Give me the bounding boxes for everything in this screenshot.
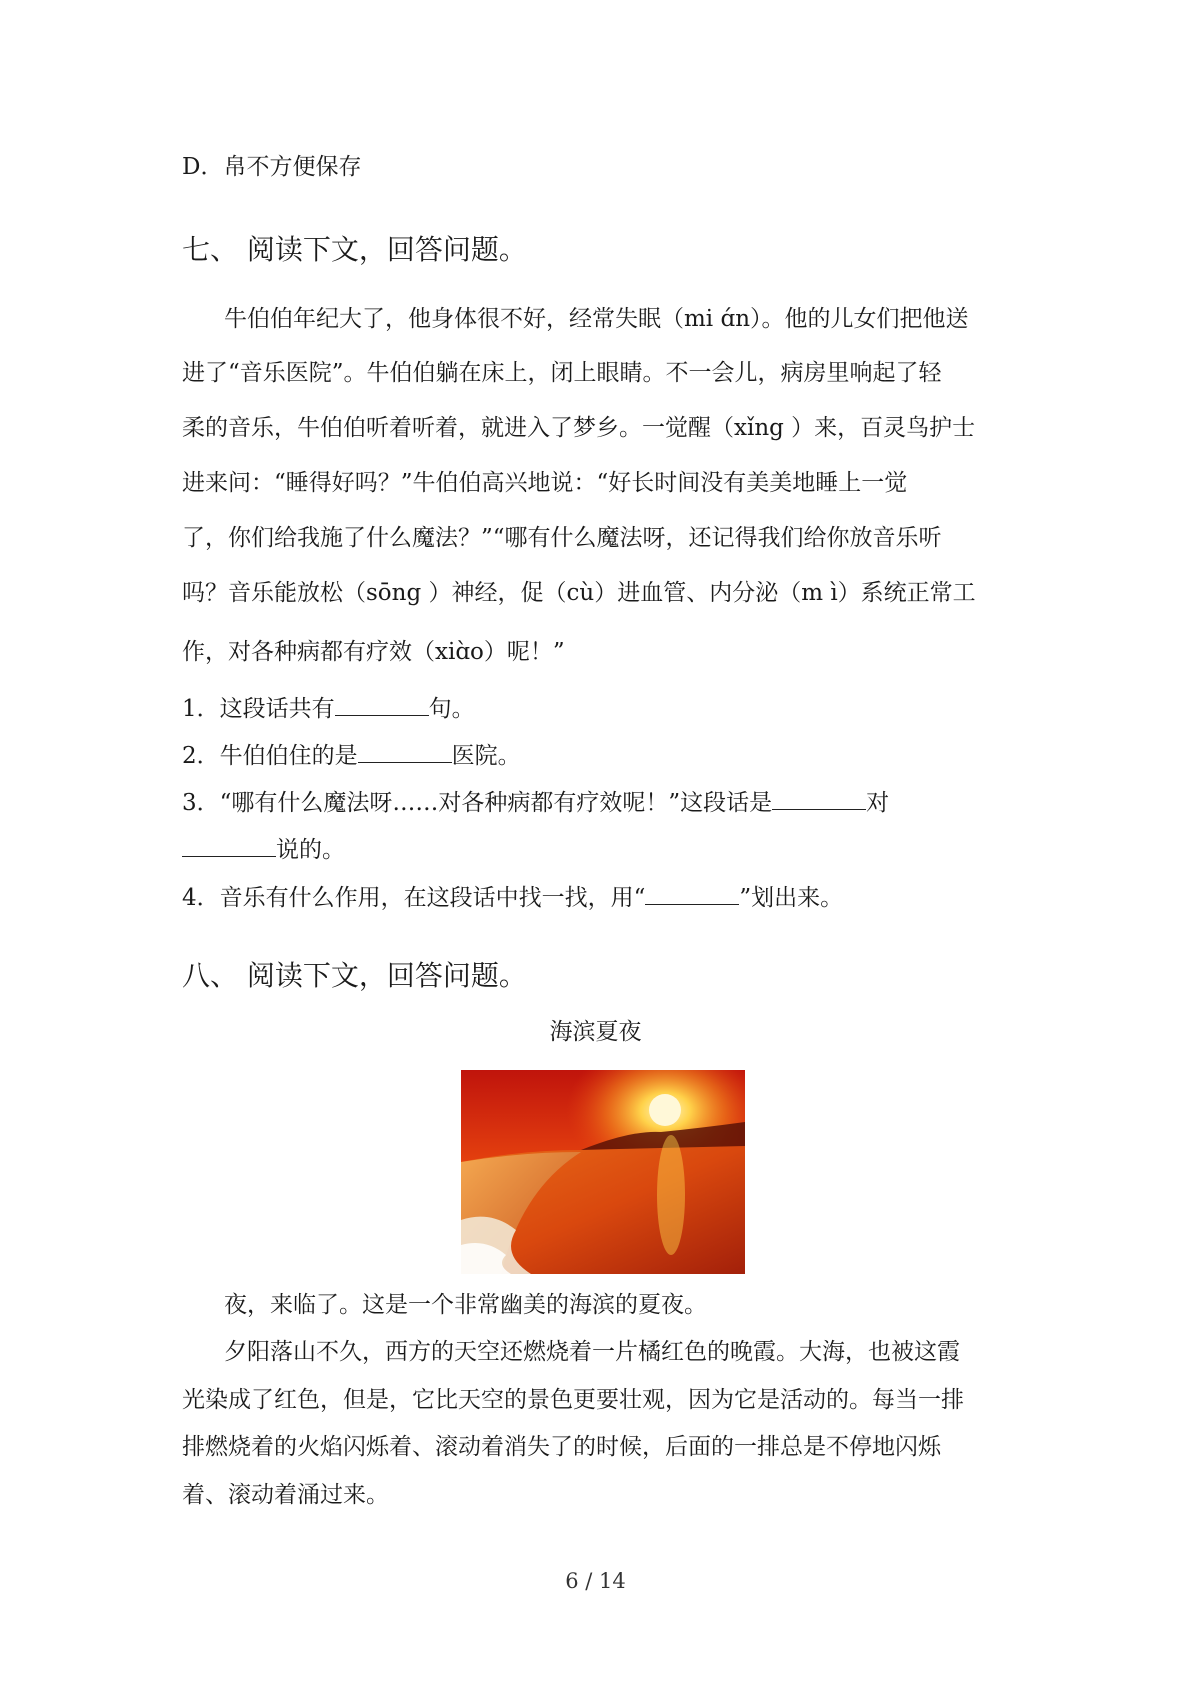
passage-line: 着、滚动着涌过来。 [182, 1482, 389, 1508]
passage-line: 柔的音乐，牛伯伯听着听着，就进入了梦乡。一觉醒（xǐng ）来，百灵鸟护士 [182, 415, 976, 441]
passage-title: 海滨夏夜 [549, 1019, 642, 1045]
question-3: 3．“哪有什么魔法呀……对各种病都有疗效呢！”这段话是 对 [182, 787, 889, 818]
passage-line: 吗？音乐能放松（sōng ）神经，促（cù）进血管、内分泌（m ì）系统正常工 [182, 580, 976, 606]
passage-line: 作，对各种病都有疗效（xiɑ̀o）呢！” [182, 639, 565, 665]
passage-paragraph-1: 夜，来临了。这是一个非常幽美的海滨的夏夜。 [224, 1292, 707, 1318]
passage-line: 牛伯伯年纪大了，他身体很不好，经常失眠（mi ɑ́n）。他的儿女们把他送 [224, 306, 969, 332]
question-1: 1．这段话共有 句。 [182, 693, 475, 724]
passage-line: 了，你们给我施了什么魔法？”“哪有什么魔法呀，还记得我们给你放音乐听 [182, 525, 942, 551]
question-2: 2．牛伯伯住的是 医院。 [182, 740, 521, 771]
answer-blank[interactable] [772, 787, 866, 810]
page-number: 6 / 14 [565, 1569, 626, 1593]
passage-line: 进了“音乐医院”。牛伯伯躺在床上，闭上眼睛。不一会儿，病房里响起了轻 [182, 360, 942, 386]
passage-line: 夕阳落山不久，西方的天空还燃烧着一片橘红色的晚霞。大海，也被这霞 [224, 1339, 960, 1365]
section-8-heading: 八、 阅读下文，回答问题。 [182, 959, 527, 992]
question-4: 4．音乐有什么作用，在这段话中找一找，用“ ”划出来。 [182, 882, 843, 913]
answer-blank[interactable] [358, 740, 452, 763]
section-7-heading: 七、 阅读下文，回答问题。 [182, 233, 527, 266]
passage-line: 光染成了红色，但是，它比天空的景色更要壮观，因为它是活动的。每当一排 [182, 1387, 964, 1413]
answer-blank[interactable] [645, 882, 739, 905]
question-3-continued: 说的。 [182, 834, 345, 865]
answer-blank[interactable] [335, 693, 429, 716]
passage-line: 进来问：“睡得好吗？”牛伯伯高兴地说：“好长时间没有美美地睡上一觉 [182, 470, 908, 496]
option-d: D．帛不方便保存 [182, 154, 362, 180]
passage-line: 排燃烧着的火焰闪烁着、滚动着消失了的时候，后面的一排总是不停地闪烁 [182, 1434, 941, 1460]
beach-sunset-image [461, 1070, 745, 1274]
answer-blank[interactable] [182, 834, 276, 857]
